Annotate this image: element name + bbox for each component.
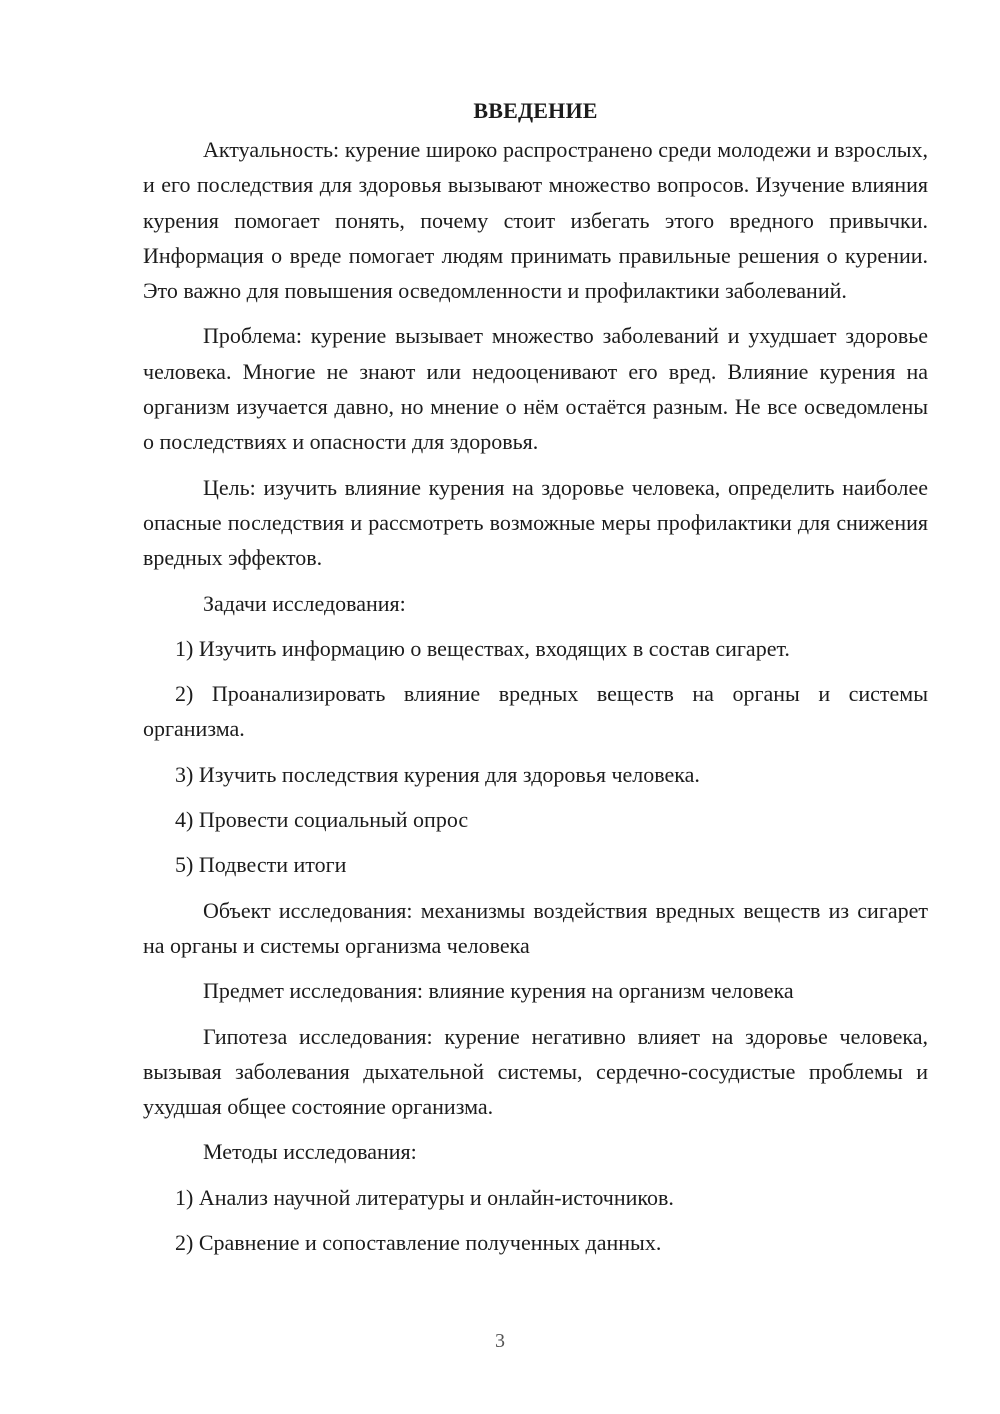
- goal-paragraph: Цель: изучить влияние курения на здоровье человека, определить наиболее опасные последствия и рассмотреть возможные меры профилактики для снижения вредных эффектов.: [143, 474, 928, 571]
- relevance-paragraph: Актуальность: курение широко распространено среди молодежи и взрослых, и его последствия для здоровья вызывают множество вопросов. Изучение влияния курения помогает понять, почему стоит избегать этого вредного привычки. Информация о вреде помогает людям принимать правильные решения о курении. Это важно для повышения осведомленности и профилактики заболеваний.: [143, 137, 928, 304]
- methods-heading: Методы исследования:: [203, 1139, 417, 1165]
- task-item: 1) Изучить информацию о веществах, входящих в состав сигарет.: [175, 635, 790, 661]
- method-item: 1) Анализ научной литературы и онлайн-источников.: [175, 1184, 674, 1210]
- task-item: 4) Провести социальный опрос: [175, 807, 469, 833]
- subject-paragraph: Предмет исследования: влияние курения на организм человека: [203, 978, 794, 1004]
- section-heading: ВВЕДЕНИЕ: [473, 98, 598, 123]
- document-body: [143, 92, 928, 1270]
- tasks-heading: Задачи исследования:: [203, 590, 406, 616]
- page-number: 3: [495, 1330, 505, 1352]
- task-item: 5) Подвести итоги: [175, 852, 347, 878]
- hypothesis-paragraph: Гипотеза исследования: курение негативно влияет на здоровье человека, вызывая заболевания дыхательной системы, сердечно-сосудистые проблемы и ухудшая общее состояние организма.: [143, 1023, 928, 1120]
- object-paragraph: Объект исследования: механизмы воздействия вредных веществ из сигарет на органы и системы организма человека: [143, 897, 928, 958]
- task-item: 3) Изучить последствия курения для здоровья человека.: [175, 761, 700, 787]
- problem-paragraph: Проблема: курение вызывает множество заболеваний и ухудшает здоровье человека. Многие не знают или недооценивают его вред. Влияние курения на организм изучается давно, но мнение о нём остаётся разным. Не все осведомлены о последствиях и опасности для здоровья.: [143, 323, 928, 455]
- task-item: 2) Проанализировать влияние вредных веществ на органы и системы организма.: [143, 681, 928, 742]
- method-item: 2) Сравнение и сопоставление полученных данных.: [175, 1230, 662, 1256]
